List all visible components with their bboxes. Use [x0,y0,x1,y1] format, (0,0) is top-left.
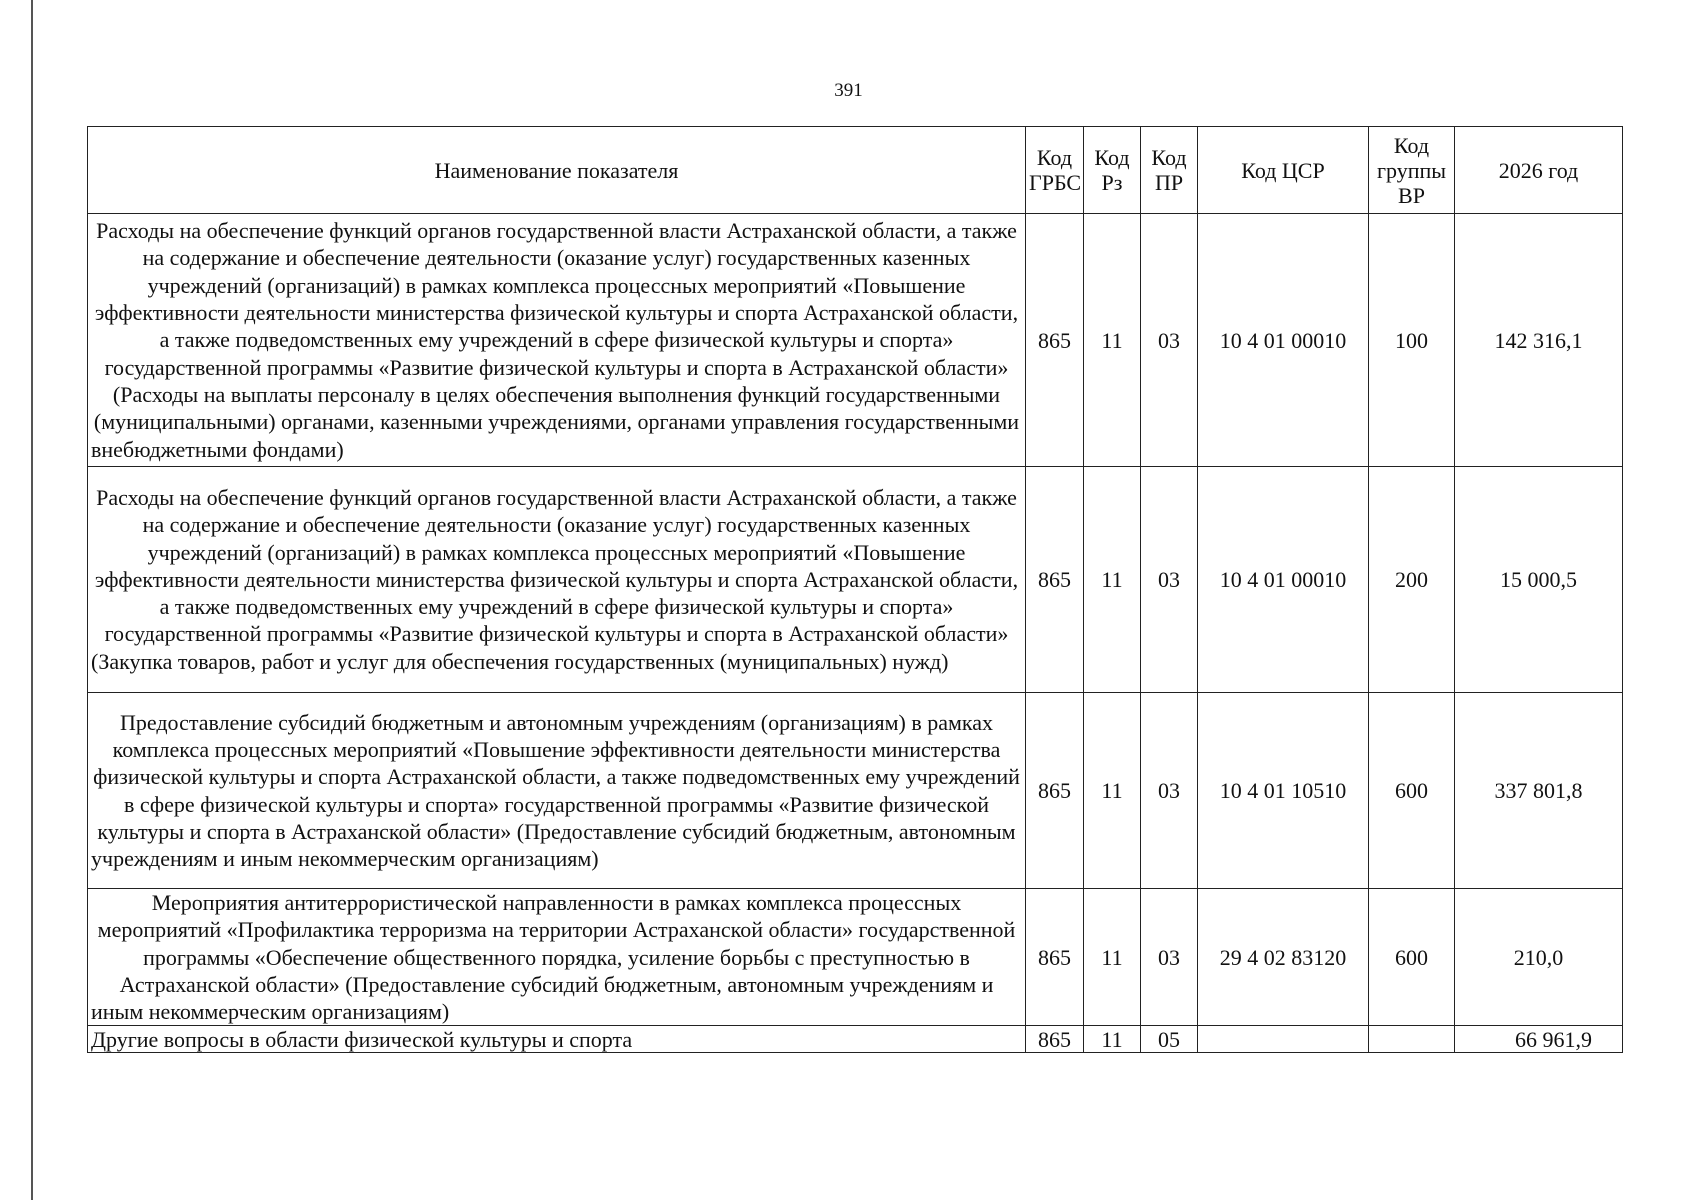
row-amount: 210,0 [1455,889,1623,1026]
table-row [88,693,1623,889]
header-pr: Код ПР [1141,127,1198,214]
row-rz: 11 [1084,214,1141,467]
table-row [88,889,1623,1026]
row-vr: 600 [1369,693,1455,889]
row-rz: 11 [1084,889,1141,1026]
row-csr [1198,1026,1369,1053]
row-grbs: 865 [1026,467,1084,693]
row-vr [1369,1026,1455,1053]
page-number: 391 [834,80,863,101]
row-vr: 100 [1369,214,1455,467]
row-amount: 142 316,1 [1455,214,1623,467]
row-amount: 15 000,5 [1455,467,1623,693]
row-pr: 03 [1141,467,1198,693]
row-amount: 66 961,9 [1455,1026,1623,1053]
table-row [88,1026,1623,1053]
row-name: Расходы на обеспечение функций органов государственной власти Астраханской области, а также на содержание и обеспечение деятельности (оказание услуг) государственных казенных учреждений (организаций) в рамках комплекса процессных мероприятий «Повышение эффективности деятельности министерства физической культуры и спорта Астраханской области, а также подведомственных ему учреждений в сфере физической культуры и спорта» государственной программы «Развитие физической культуры и спорта в Астраханской области» (Закупка товаров, работ и услуг для обеспечения государственных (муниципальных) нужд) [88,467,1026,693]
header-grbs: Код ГРБС [1026,127,1084,214]
budget-table [87,126,1623,1053]
row-rz: 11 [1084,1026,1141,1053]
row-csr: 10 4 01 00010 [1198,467,1369,693]
table-row [88,214,1623,467]
header-name: Наименование показателя [88,127,1026,214]
row-name: Другие вопросы в области физической культуры и спорта [88,1026,1026,1053]
row-vr: 600 [1369,889,1455,1026]
header-csr: Код ЦСР [1198,127,1369,214]
row-grbs: 865 [1026,889,1084,1026]
row-pr: 03 [1141,889,1198,1026]
scan-edge-line [31,0,33,1200]
header-rz: Код Рз [1084,127,1141,214]
row-csr: 29 4 02 83120 [1198,889,1369,1026]
row-rz: 11 [1084,467,1141,693]
row-amount: 337 801,8 [1455,693,1623,889]
row-grbs: 865 [1026,1026,1084,1053]
row-csr: 10 4 01 10510 [1198,693,1369,889]
row-grbs: 865 [1026,214,1084,467]
row-rz: 11 [1084,693,1141,889]
row-pr: 03 [1141,214,1198,467]
row-name: Расходы на обеспечение функций органов государственной власти Астраханской области, а также на содержание и обеспечение деятельности (оказание услуг) государственных казенных учреждений (организаций) в рамках комплекса процессных мероприятий «Повышение эффективности деятельности министерства физической культуры и спорта Астраханской области, а также подведомственных ему учреждений в сфере физической культуры и спорта» государственной программы «Развитие физической культуры и спорта в Астраханской области» (Расходы на выплаты персоналу в целях обеспечения выполнения функций государственными (муниципальными) органами, казенными учреждениями, органами управления государственными внебюджетными фондами) [88,214,1026,467]
row-grbs: 865 [1026,693,1084,889]
row-name: Предоставление субсидий бюджетным и автономным учреждениям (организациям) в рамках комплекса процессных мероприятий «Повышение эффективности деятельности министерства физической культуры и спорта Астраханской области, а также подведомственных ему учреждений в сфере физической культуры и спорта» государственной программы «Развитие физической культуры и спорта в Астраханской области» (Предоставление субсидий бюджетным, автономным учреждениям и иным некоммерческим организациям) [88,693,1026,889]
header-vr: Код группы ВР [1369,127,1455,214]
row-pr: 03 [1141,693,1198,889]
table-row [88,467,1623,693]
row-pr: 05 [1141,1026,1198,1053]
row-csr: 10 4 01 00010 [1198,214,1369,467]
row-vr: 200 [1369,467,1455,693]
header-year: 2026 год [1455,127,1623,214]
row-name: Мероприятия антитеррористической направленности в рамках комплекса процессных мероприятий «Профилактика терроризма на территории Астраханской области» государственной программы «Обеспечение общественного порядка, усиление борьбы с преступностью в Астраханской области» (Предоставление субсидий бюджетным, автономным учреждениям и иным некоммерческим организациям) [88,889,1026,1026]
table-header-row [88,127,1623,214]
